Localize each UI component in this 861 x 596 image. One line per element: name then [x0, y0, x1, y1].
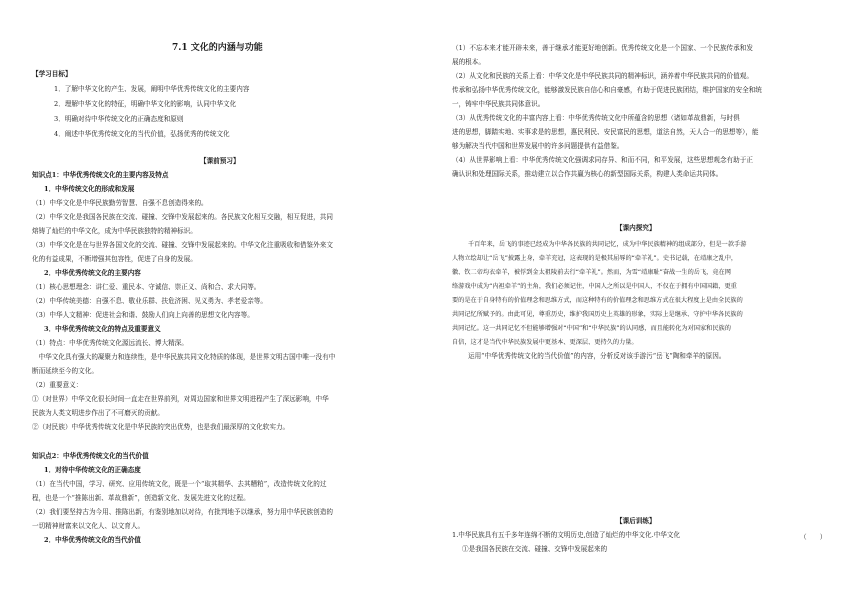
question-1: 1.中华民族具有五千多年连绵不断的文明历史,创造了灿烂的中华文化.中华文化	[452, 531, 681, 539]
inquiry-text-line: 要的是在于自身特有的价值理念和思维方式，而这种特有的价值理念和思维方式在很大程度上是由全民族的	[452, 297, 743, 304]
inquiry-task: 运用“中华优秀传统文化的当代价值”的内容，分析反对该手游污“岳飞”陶和牵羊的原因。	[468, 352, 726, 360]
text-line: （2）重要意义：	[32, 381, 83, 389]
text-line: （2）我们要坚持古为今用、推陈出新，有鉴别地加以对待，有批判地予以继承，努力用中华民族创造的	[32, 508, 333, 516]
text-line: 一切精神财富来以文化人、以文育人。	[32, 522, 145, 530]
text-line: 熔铸了灿烂的中华文化，成为中华民族独特的精神标识。	[32, 227, 197, 235]
text-line: （1）不忘本来才能开辟未来，善于继承才能更好地创新。优秀传统文化是一个国家、一个民族传承和发	[452, 44, 753, 52]
preview-heading: 【课前预习】	[200, 157, 240, 165]
text-line: （1）特点：中华优秀传统文化源远流长、博大精深。	[32, 339, 188, 347]
inquiry-text-line: 千百年来，岳飞的事迹已经成为中华各民族的共同记忆，成为中华民族精神的组成部分，但是一款手游	[468, 241, 747, 248]
text-line: （1）核心思想理念：讲仁爱、重民本、守诚信、崇正义、尚和合、求大同等。	[32, 283, 261, 291]
text-line: ②（对民族）中华优秀传统文化是中华民族的突出优势，也是我们最深厚的文化软实力。	[32, 423, 290, 431]
text-line: 化的有益成果，不断增强其包容性，促进了自身的发展。	[32, 255, 197, 263]
text-line: 断而延续至今的文化。	[32, 367, 98, 375]
goal-item: 4．阐述中华优秀传统文化的当代价值，弘扬优秀的传统文化	[54, 130, 230, 138]
section-heading: 1．对待中华传统文化的正确态度	[44, 466, 141, 474]
text-line: （4）从世界影响上看：中华优秀传统文化强调求同存异、和而不同，和平发展，这些思想观念有助于正	[452, 156, 753, 164]
inquiry-heading: 【课内探究】	[616, 224, 656, 232]
text-line: （1）在当代中国，学习、研究、应用传统文化，既是一个“取其精华、去其糟粕”，改造传统文化的过	[32, 480, 327, 488]
section-heading: 2．中华优秀传统文化的当代价值	[44, 536, 141, 544]
text-line: 传承和弘扬中华优秀传统文化，能够激发民族自信心和自豪感，有助于促进民族团结，维护国家的安全和统	[452, 86, 762, 94]
goal-item: 3．明确对待中华传统文化的正确态度和原则	[54, 115, 184, 123]
text-line: 一，铸牢中华民族共同体意识。	[452, 100, 545, 108]
text-line: （2）中华文化是我国各民族在交流、碰撞、交锋中发展起来的。各民族文化相互交融，相互促进，共同	[32, 213, 333, 221]
text-line: 展的根本。	[452, 58, 485, 66]
lesson-title: 7.1 文化的内涵与功能	[172, 43, 263, 53]
text-line: 中华文化具有强大的凝聚力和连续性，是中华民族共同文化特质的体现，是世界文明古国中唯一没有中	[32, 353, 336, 361]
text-line: 程，也是一个“推陈出新、革故鼎新”，创造新文化、发展先进文化的过程。	[32, 494, 250, 502]
inquiry-text-line: 共同记忆。这一共同记忆不但能够增强对“中国”和“中华民族”的认同感，而且能转化为对国家和民族的	[452, 325, 731, 332]
inquiry-text-line: 络游戏中成为“内袒牵羊”的主角，我们必须记住，中国人之所以是中国人，不仅在于拥有中国国籍，更重	[452, 283, 737, 290]
text-line: （3）从优秀传统文化的丰富内容上看：中华优秀传统文化中所蕴含的思想（诸如革故鼎新，与时俱	[452, 114, 740, 122]
inquiry-text-line: 共同记忆所赋予的。由此可见，尊重历史，维护我国历史上英雄的形象，实际上是继承、守护中华各民族的	[452, 311, 743, 318]
section-heading: 1．中华传统文化的形成和发展	[44, 185, 135, 193]
goal-item: 1．了解中华文化的产生、发展，阐明中华优秀传统文化的主要内容	[54, 85, 250, 93]
text-line: 民族为人类文明进步作出了不可磨灭的贡献。	[32, 409, 164, 417]
knowledge-point-2: 知识点2：中华优秀传统文化的当代价值	[32, 452, 149, 460]
text-line: ①（对世界）中华文化很长时间一直走在世界前列，对周边国家和世界文明进程产生了深远影响，中华	[32, 395, 329, 403]
answer-bracket: （ ）	[800, 533, 827, 541]
question-1-option: ①是我国各民族在交流、碰撞、交锋中发展起来的	[462, 545, 608, 553]
goals-heading: 【学习目标】	[32, 70, 72, 78]
inquiry-text-line: 自信，这才是当代中华民族发展中更基本、更深层、更持久的力量。	[452, 339, 638, 346]
section-heading: 2．中华优秀传统文化的主要内容	[44, 269, 141, 277]
text-line: （3）中华文化是在与世界各国文化的交流、碰撞、交锋中发展起来的。中华文化注重吸收和借鉴外来文	[32, 241, 333, 249]
goal-item: 2．理解中华文化的特征，明确中华文化的影响，认同中华文化	[54, 100, 237, 108]
practice-heading: 【课后训练】	[616, 517, 656, 525]
text-line: 够为解决当代中国和世界发展中的许多问题提供有益借鉴。	[452, 142, 624, 150]
knowledge-point-1: 知识点1：中华优秀传统文化的主要内容及特点	[32, 171, 169, 179]
inquiry-text-line: 人物立绘却让“岳飞”披露上身，牵羊充冠，这表现的是极其屈辱的“牵羊礼”。史书记载，在靖康之乱中，	[452, 255, 738, 262]
text-line: （2）从文化和民族的关系上看：中华文化是中华民族共同的精神标识，涵养着中华民族共同的价值观。	[452, 72, 753, 80]
text-line: （2）中华传统美德：自强不息、敬业乐群、扶危济困、见义勇为、孝老爱亲等。	[32, 297, 267, 305]
inquiry-text-line: 徽、钦二帝均衣牵羊，被俘到金太祖陵前去行“牵羊礼”。然而，为雪“靖康耻”奋战一生的岳飞，竟在网	[452, 269, 731, 276]
text-line: 进的思想，脚踏实地、实事求是的思想，惠民利民、安民富民的思想，道法自然，天人合一的思想等），能	[452, 128, 759, 136]
text-line: 确认识和处理国际关系，推动建立以合作共赢为核心的新型国际关系，构建人类命运共同体。	[452, 170, 723, 178]
text-line: （1）中华文化是中华民族勤劳智慧、自强不息创造得来的。	[32, 199, 208, 207]
section-heading: 3．中华优秀传统文化的特点及重要意义	[44, 325, 161, 333]
text-line: （3）中华人文精神：促进社会和谐、鼓励人们向上向善的思想文化内容等。	[32, 311, 254, 319]
